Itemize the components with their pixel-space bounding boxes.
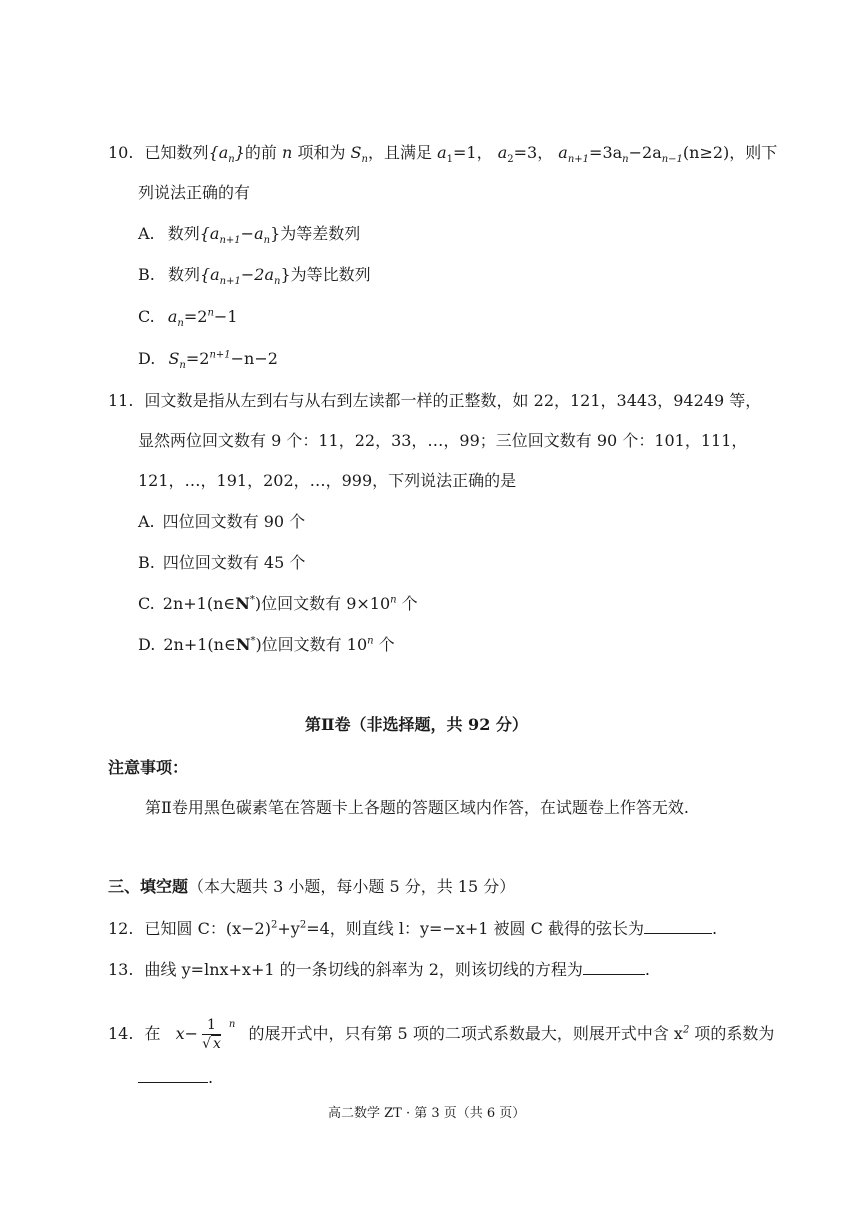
q12-answer-blank[interactable] bbox=[644, 919, 712, 934]
q14-fraction: $\frac{1}{√ x}$ bbox=[202, 1017, 221, 1052]
q10-text: 已知数列$\{a_n\}$的前 n 项和为 $S_n$，且满足 $a_1=1$， $a_2=3$， $a_{n+1}=3a_n-2a_{n-1}(n\ge 2)$，则下 bbox=[144, 143, 778, 166]
q11-line1 bbox=[108, 391, 761, 411]
q10-line1 bbox=[108, 143, 778, 166]
q11-number: 11. bbox=[108, 391, 134, 410]
q11-option-a: A. 四位回文数有 90 个 bbox=[138, 512, 306, 531]
q10-line2: 列说法正确的有 bbox=[138, 183, 251, 202]
q11-option-b: B. 四位回文数有 45 个 bbox=[138, 553, 306, 572]
q12-number: 12. bbox=[108, 919, 134, 938]
q12-line: 12. 已知圆 C：$(x-2)^2+y^2=4$，则直线 l：y=−x+1 被圆 C 截得的弦长为 . bbox=[108, 919, 718, 938]
q11-text-1: 回文数是指从左到右与从右到左读都一样的正整数，如 22，121，3443，94249 等， bbox=[144, 391, 762, 410]
q13-answer-blank[interactable] bbox=[583, 960, 645, 975]
q14-answer-blank[interactable] bbox=[138, 1068, 208, 1083]
q10-number: 10. bbox=[108, 143, 134, 162]
section3-title: 三、填空题 bbox=[108, 877, 189, 896]
q13-number: 13. bbox=[108, 960, 134, 979]
q13-line: 13. 曲线 y=lnx+x+1 的一条切线的斜率为 2，则该切线的方程为 . bbox=[108, 960, 650, 979]
notice-title: 注意事项： bbox=[108, 758, 189, 777]
q10-option-c: C. $a_n=2^n-1$ bbox=[138, 307, 238, 330]
section3-desc: （本大题共 3 小题，每小题 5 分，共 15 分） bbox=[188, 877, 516, 896]
part2-title: 第Ⅱ卷（非选择题，共 92 分） bbox=[305, 715, 528, 734]
q10-option-a: A. 数列$\{a_{n+1}-a_n\}$为等差数列 bbox=[138, 224, 361, 247]
q10-option-b: B. 数列$\{a_{n+1}-2a_n\}$为等比数列 bbox=[138, 265, 371, 288]
q11-line3: 121，…，191，202，…，999，下列说法正确的是 bbox=[138, 471, 517, 490]
page-footer: 高二数学 ZT · 第 3 页（共 6 页） bbox=[328, 1106, 526, 1121]
q14-number: 14. bbox=[108, 1024, 134, 1043]
q10-option-d: D. $S_n=2^{n+1}-n-2$ bbox=[138, 349, 278, 372]
q14-answer-line: . bbox=[138, 1068, 213, 1088]
q11-option-d: D. 2n+1(n∈N*)位回文数有 10$^n$ 个 bbox=[138, 635, 395, 654]
q11-option-c: C. 2n+1(n∈N*)位回文数有 $9\times 10^n$ 个 bbox=[138, 594, 418, 613]
section3-heading bbox=[108, 877, 515, 897]
notice-body: 第Ⅱ卷用黑色碳素笔在答题卡上各题的答题区域内作答，在试题卷上作答无效. bbox=[145, 798, 689, 817]
q14-line: 14. 在 x− $\frac{1}{√ x}$ $^n$ 的展开式中，只有第 5 项的二项式系数最大，则展开式中含 $x^2$ 项的系数为 bbox=[108, 1017, 775, 1052]
q11-line2: 显然两位回文数有 9 个：11，22，33，…，99；三位回文数有 90 个：101，111， bbox=[138, 431, 748, 450]
